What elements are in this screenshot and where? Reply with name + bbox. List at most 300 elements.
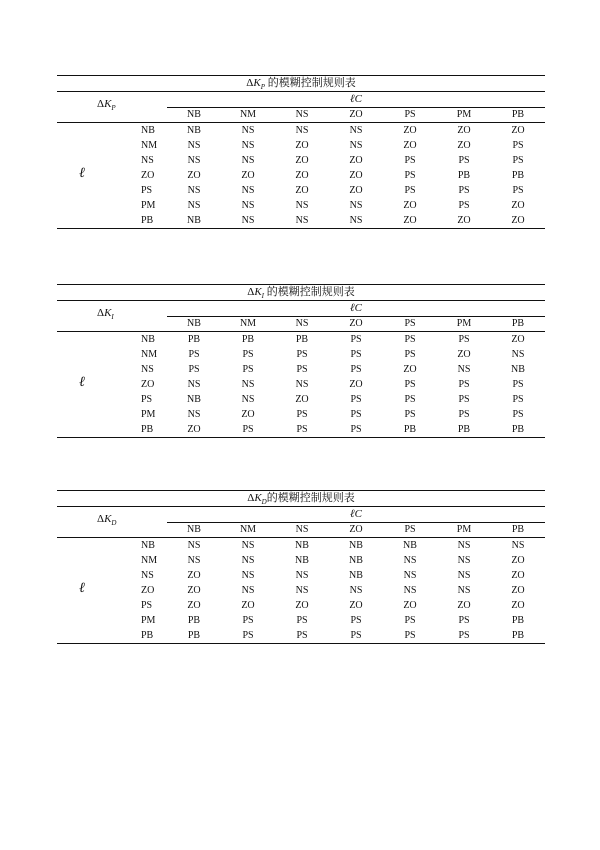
row-label — [57, 140, 167, 151]
table-row — [57, 374, 545, 392]
rule-cell: NS — [241, 584, 255, 596]
table-body — [57, 538, 545, 643]
rule-cell: NS — [295, 214, 309, 226]
title-symbol: K — [254, 492, 262, 504]
rule-cell: NS — [241, 393, 255, 405]
row-label-text: ZO — [141, 585, 155, 596]
title-subscript: I — [261, 292, 264, 301]
row-label-text: NS — [141, 570, 154, 581]
table-bottom-rule — [57, 228, 545, 229]
row-label-text: NM — [141, 555, 158, 566]
rule-cell: ZO — [511, 599, 525, 611]
rule-cell: PS — [296, 423, 308, 435]
table-header — [57, 507, 545, 537]
row-label-text: NM — [141, 349, 158, 360]
rule-cell: ZO — [403, 599, 417, 611]
rule-cell: NS — [349, 199, 363, 211]
rule-cell: ZO — [295, 599, 309, 611]
rule-cell: PS — [458, 154, 470, 166]
rule-cell: ZO — [457, 214, 471, 226]
table-body — [57, 123, 545, 228]
rule-cell: NS — [457, 539, 471, 551]
row-cells — [167, 214, 545, 228]
row-label — [57, 334, 167, 345]
rule-cell: NS — [187, 199, 201, 211]
rule-cell: NS — [403, 554, 417, 566]
rule-cell: PB — [511, 614, 525, 626]
rule-cell: NB — [403, 539, 417, 551]
rule-cell: NB — [187, 124, 201, 136]
table-row — [57, 332, 545, 347]
row-label — [57, 424, 167, 435]
rule-cell: ZO — [295, 139, 309, 151]
table-row — [57, 422, 545, 437]
table-title — [57, 491, 545, 506]
rule-cell: PS — [296, 348, 308, 360]
rule-cell: PS — [404, 378, 416, 390]
row-label — [57, 570, 167, 581]
rule-cell: ZO — [511, 569, 525, 581]
rule-cell: NS — [187, 554, 201, 566]
rule-cell: PS — [512, 393, 524, 405]
row-label-text: NS — [141, 364, 154, 375]
rule-cell: PS — [458, 408, 470, 420]
row-label — [57, 349, 167, 360]
column-header: NM — [239, 524, 257, 535]
row-cells — [167, 378, 545, 392]
rule-cell: NS — [349, 584, 363, 596]
table-header — [57, 301, 545, 331]
rule-cell: PS — [350, 614, 362, 626]
rule-cell: PS — [512, 139, 524, 151]
rule-cell: NB — [187, 393, 201, 405]
table-title — [57, 76, 545, 91]
rule-cell: NS — [241, 124, 255, 136]
rule-cell: ZO — [295, 169, 309, 181]
rule-cell: ZO — [349, 599, 363, 611]
rule-cell: NS — [349, 124, 363, 136]
rule-cell: NS — [241, 378, 255, 390]
table-row — [57, 553, 545, 568]
rule-cell: PS — [188, 348, 200, 360]
rule-cell: NS — [457, 569, 471, 581]
rule-cell: NS — [457, 554, 471, 566]
table-row — [57, 213, 545, 228]
row-label-text: NS — [141, 155, 154, 166]
row-var-subscript: D — [111, 519, 117, 528]
row-label-text: PS — [141, 394, 153, 405]
rule-cell: PS — [404, 154, 416, 166]
row-cells — [167, 124, 545, 138]
rule-cell: PS — [404, 408, 416, 420]
rule-cell: NS — [241, 569, 255, 581]
row-cells — [167, 348, 545, 362]
row-var-delta: Δ — [97, 307, 105, 319]
rule-cell: NS — [295, 378, 309, 390]
row-label-text: NB — [141, 540, 155, 551]
table-row — [57, 628, 545, 643]
rule-cell: PS — [242, 423, 254, 435]
rule-cell: NS — [511, 539, 525, 551]
row-variable-label — [97, 513, 116, 527]
rule-cell: PS — [296, 363, 308, 375]
fuzzy-table-ki — [57, 284, 545, 438]
rule-cell: PS — [350, 333, 362, 345]
table-row — [57, 123, 545, 138]
rule-cell: PB — [187, 629, 201, 641]
row-label — [57, 409, 167, 420]
rule-cell: PS — [458, 378, 470, 390]
title-subscript: P — [260, 83, 265, 92]
rule-cell: NS — [241, 139, 255, 151]
row-cells — [167, 169, 545, 183]
rule-cell: ZO — [403, 214, 417, 226]
table-row — [57, 347, 545, 362]
title-delta: Δ — [247, 492, 255, 504]
rule-cell: PS — [296, 408, 308, 420]
rule-cell: PB — [511, 423, 525, 435]
column-header: PM — [456, 318, 472, 329]
row-label — [57, 200, 167, 211]
table-row — [57, 568, 545, 583]
rule-cell: PS — [404, 169, 416, 181]
rule-cell: NB — [295, 539, 309, 551]
column-header: NS — [295, 318, 309, 329]
rule-cell: PB — [511, 629, 525, 641]
rule-cell: ZO — [403, 199, 417, 211]
row-cells — [167, 333, 545, 347]
rule-cell: PS — [350, 629, 362, 641]
row-var-subscript: P — [111, 104, 116, 113]
column-variable-label: ℓC — [350, 508, 362, 520]
row-variable-label — [97, 98, 116, 112]
rule-cell: ZO — [187, 569, 201, 581]
rule-cell: ZO — [457, 599, 471, 611]
rule-cell: PS — [350, 363, 362, 375]
column-headers — [167, 523, 545, 537]
row-label-text: PB — [141, 424, 154, 435]
row-group-label: ℓ — [79, 165, 85, 181]
rule-cell: NS — [403, 569, 417, 581]
column-header: ZO — [349, 524, 363, 535]
rule-cell: PS — [404, 184, 416, 196]
row-label — [57, 600, 167, 611]
row-var-delta: Δ — [97, 513, 105, 525]
table-bottom-rule — [57, 643, 545, 644]
title-delta: Δ — [246, 77, 254, 89]
table-row — [57, 153, 545, 168]
row-label-text: PM — [141, 409, 156, 420]
column-header: NB — [187, 318, 201, 329]
rule-cell: NS — [511, 348, 525, 360]
column-header: PM — [456, 524, 472, 535]
row-label — [57, 364, 167, 375]
rule-cell: PS — [458, 393, 470, 405]
table-row — [57, 598, 545, 613]
table-row — [57, 580, 545, 598]
table-bottom-rule — [57, 437, 545, 438]
row-label-text: ZO — [141, 379, 155, 390]
rule-cell: NS — [295, 569, 309, 581]
row-var-symbol: K — [104, 513, 112, 525]
row-label-text: PS — [141, 185, 153, 196]
column-headers — [167, 317, 545, 331]
rule-cell: PS — [404, 333, 416, 345]
rule-cell: PS — [350, 423, 362, 435]
column-header: PM — [456, 109, 472, 120]
rule-cell: ZO — [511, 584, 525, 596]
rule-cell: PS — [404, 348, 416, 360]
row-label — [57, 125, 167, 136]
row-label — [57, 394, 167, 405]
rule-cell: ZO — [457, 124, 471, 136]
rule-cell: ZO — [349, 169, 363, 181]
row-cells — [167, 614, 545, 628]
title-suffix: 的模糊控制规则表 — [264, 77, 356, 89]
rule-cell: NB — [187, 214, 201, 226]
title-symbol: K — [253, 77, 261, 89]
table-row — [57, 138, 545, 153]
column-header: ZO — [349, 109, 363, 120]
rule-cell: ZO — [187, 584, 201, 596]
rule-cell: PS — [512, 378, 524, 390]
rule-cell: NS — [241, 199, 255, 211]
column-header: NS — [295, 109, 309, 120]
row-label — [57, 185, 167, 196]
title-delta: Δ — [247, 286, 255, 298]
column-header: PS — [404, 524, 416, 535]
rule-cell: NS — [187, 184, 201, 196]
column-variable-label: ℓC — [350, 93, 362, 105]
rule-cell: NS — [187, 378, 201, 390]
rule-cell: PB — [187, 614, 201, 626]
row-label — [57, 379, 167, 390]
rule-cell: NS — [241, 184, 255, 196]
rule-cell: ZO — [241, 599, 255, 611]
column-header: PB — [511, 109, 525, 120]
rule-cell: ZO — [511, 214, 525, 226]
rule-cell: PS — [296, 614, 308, 626]
rule-cell: PS — [458, 199, 470, 211]
rule-cell: ZO — [403, 363, 417, 375]
column-header: ZO — [349, 318, 363, 329]
row-var-subscript: I — [111, 313, 114, 322]
rule-cell: ZO — [511, 554, 525, 566]
rule-cell: PS — [458, 629, 470, 641]
table-body — [57, 332, 545, 437]
rule-cell: NB — [349, 539, 363, 551]
row-label-text: NB — [141, 334, 155, 345]
rule-cell: PS — [242, 363, 254, 375]
rule-cell: PS — [350, 393, 362, 405]
rule-cell: ZO — [187, 169, 201, 181]
rule-cell: NS — [241, 214, 255, 226]
row-cells — [167, 629, 545, 643]
rule-cell: PS — [188, 363, 200, 375]
row-label — [57, 630, 167, 641]
row-cells — [167, 554, 545, 568]
column-header: NB — [187, 109, 201, 120]
rule-cell: PS — [350, 408, 362, 420]
rule-cell: ZO — [403, 124, 417, 136]
row-label — [57, 585, 167, 596]
rule-cell: PB — [241, 333, 255, 345]
row-label — [57, 555, 167, 566]
rule-cell: NB — [349, 554, 363, 566]
rule-cell: PS — [404, 614, 416, 626]
table-row — [57, 407, 545, 422]
rule-cell: PB — [403, 423, 417, 435]
row-var-symbol: K — [104, 307, 112, 319]
row-label-text: NB — [141, 125, 155, 136]
rule-cell: PS — [512, 184, 524, 196]
rule-cell: NS — [241, 154, 255, 166]
title-suffix: 的模糊控制规则表 — [266, 492, 355, 504]
rule-cell: PB — [457, 423, 471, 435]
row-cells — [167, 408, 545, 422]
rule-cell: NS — [187, 539, 201, 551]
table-row — [57, 183, 545, 198]
row-cells — [167, 184, 545, 198]
row-cells — [167, 139, 545, 153]
column-header: PS — [404, 318, 416, 329]
column-header: NS — [295, 524, 309, 535]
rule-cell: NS — [241, 554, 255, 566]
rule-cell: ZO — [241, 169, 255, 181]
fuzzy-table-kd — [57, 490, 545, 644]
row-cells — [167, 599, 545, 613]
table-row — [57, 538, 545, 553]
rule-cell: NS — [349, 214, 363, 226]
rule-cell: PS — [242, 348, 254, 360]
rule-cell: PS — [512, 408, 524, 420]
row-group-label: ℓ — [79, 374, 85, 390]
title-symbol: K — [254, 286, 262, 298]
rule-cell: ZO — [241, 408, 255, 420]
column-header: NM — [239, 109, 257, 120]
row-cells — [167, 154, 545, 168]
row-label — [57, 540, 167, 551]
rule-cell: ZO — [511, 199, 525, 211]
rule-cell: NB — [349, 569, 363, 581]
table-row — [57, 392, 545, 407]
column-header: PB — [511, 524, 525, 535]
rule-cell: ZO — [457, 139, 471, 151]
row-label-text: PB — [141, 630, 154, 641]
rule-cell: PS — [296, 629, 308, 641]
row-label — [57, 215, 167, 226]
rule-cell: PS — [242, 614, 254, 626]
rule-cell: PS — [458, 333, 470, 345]
column-variable-label: ℓC — [350, 302, 362, 314]
column-header: NM — [239, 318, 257, 329]
row-label — [57, 170, 167, 181]
row-cells — [167, 199, 545, 213]
rule-cell: ZO — [349, 378, 363, 390]
column-headers — [167, 108, 545, 122]
rule-cell: PB — [457, 169, 471, 181]
rule-cell: NS — [187, 408, 201, 420]
rule-cell: ZO — [349, 184, 363, 196]
rule-cell: ZO — [295, 154, 309, 166]
title-suffix: 的模糊控制规则表 — [264, 286, 355, 298]
rule-cell: ZO — [295, 393, 309, 405]
rule-cell: NB — [511, 363, 525, 375]
row-label-text: PM — [141, 615, 156, 626]
rule-cell: PS — [458, 614, 470, 626]
rule-cell: PB — [295, 333, 309, 345]
rule-cell: ZO — [457, 348, 471, 360]
row-label-text: PS — [141, 600, 153, 611]
table-row — [57, 165, 545, 183]
row-cells — [167, 569, 545, 583]
column-header: NB — [187, 524, 201, 535]
row-cells — [167, 363, 545, 377]
row-cells — [167, 423, 545, 437]
table-header — [57, 92, 545, 122]
rule-cell: ZO — [403, 139, 417, 151]
table-title — [57, 285, 545, 300]
rule-cell: PS — [458, 184, 470, 196]
row-cells — [167, 584, 545, 598]
row-label-text: NM — [141, 140, 158, 151]
row-label-text: ZO — [141, 170, 155, 181]
rule-cell: NS — [457, 584, 471, 596]
rule-cell: ZO — [511, 124, 525, 136]
row-group-label: ℓ — [79, 580, 85, 596]
rule-cell: NS — [241, 539, 255, 551]
row-cells — [167, 393, 545, 407]
rule-cell: ZO — [511, 333, 525, 345]
rule-cell: PS — [350, 348, 362, 360]
row-variable-label — [97, 307, 114, 321]
row-label — [57, 615, 167, 626]
rule-cell: ZO — [295, 184, 309, 196]
column-header: PS — [404, 109, 416, 120]
rule-cell: PS — [404, 629, 416, 641]
rule-cell: NS — [295, 584, 309, 596]
column-header: PB — [511, 318, 525, 329]
row-var-symbol: K — [104, 98, 112, 110]
rule-cell: ZO — [187, 423, 201, 435]
table-row — [57, 362, 545, 377]
rule-cell: NS — [187, 154, 201, 166]
rule-cell: ZO — [187, 599, 201, 611]
rule-cell: NS — [295, 199, 309, 211]
row-label-text: PB — [141, 215, 154, 226]
table-row — [57, 613, 545, 628]
rule-cell: PS — [404, 393, 416, 405]
table-row — [57, 198, 545, 213]
row-label — [57, 155, 167, 166]
rule-cell: PB — [187, 333, 201, 345]
rule-cell: PB — [511, 169, 525, 181]
row-cells — [167, 539, 545, 553]
row-label-text: PM — [141, 200, 156, 211]
rule-cell: NS — [349, 139, 363, 151]
rule-cell: NS — [187, 139, 201, 151]
rule-cell: PS — [512, 154, 524, 166]
rule-cell: PS — [242, 629, 254, 641]
fuzzy-table-kp — [57, 75, 545, 229]
rule-cell: NS — [457, 363, 471, 375]
rule-cell: NS — [403, 584, 417, 596]
title-subscript: D — [261, 498, 267, 507]
rule-cell: NS — [295, 124, 309, 136]
rule-cell: NB — [295, 554, 309, 566]
row-var-delta: Δ — [97, 98, 105, 110]
rule-cell: ZO — [349, 154, 363, 166]
